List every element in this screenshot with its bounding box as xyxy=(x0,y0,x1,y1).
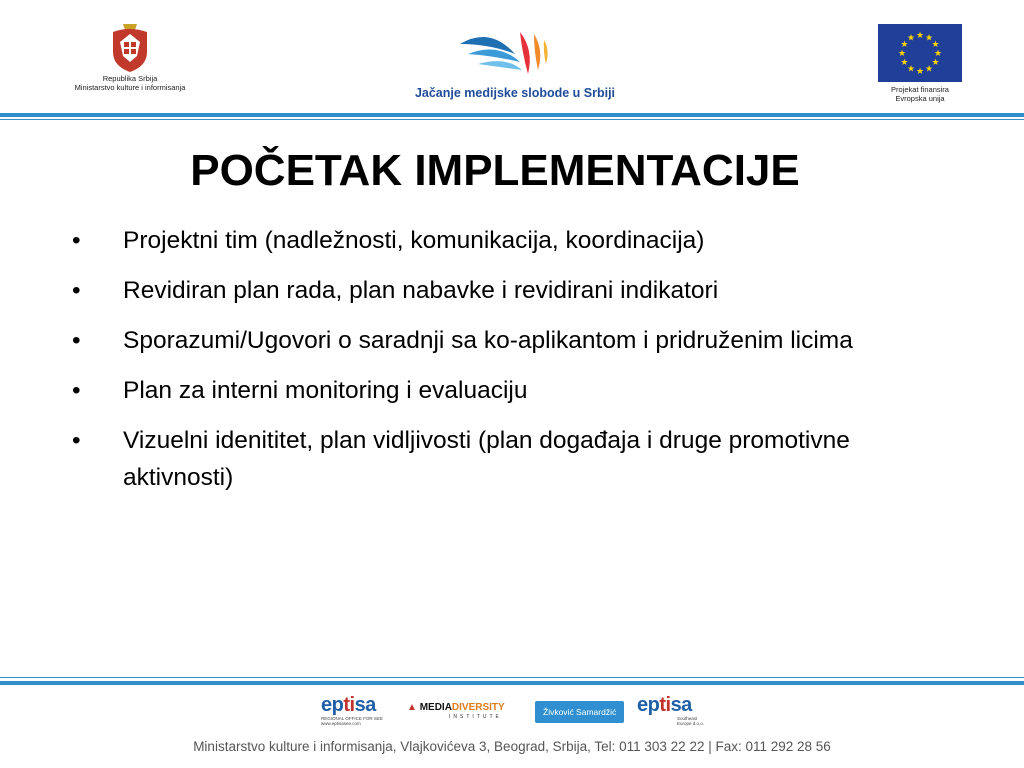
bullet-dot: • xyxy=(72,327,81,354)
eu-star-icon: ★ xyxy=(931,57,940,67)
bullet-text: Plan za interni monitoring i evaluaciju xyxy=(123,377,528,404)
bullet-item xyxy=(72,322,952,359)
eptisa-regional-sub1: REGIONAL OFFICE FOR SEE xyxy=(321,716,383,721)
project-name: Jačanje medijske slobode u Srbiji xyxy=(414,86,616,100)
footer-divider xyxy=(0,681,1024,685)
slide-title: POČETAK IMPLEMENTACIJE xyxy=(190,146,800,195)
header-divider-thin xyxy=(0,119,1024,120)
eptisa-regional-sub2: www.eptisasee.com xyxy=(321,721,361,726)
bullet-item xyxy=(72,272,952,309)
eu-star-icon: ★ xyxy=(900,39,909,49)
zivkovic-samardzic-logo: Živković Samardžić xyxy=(535,694,624,734)
serbia-coat-of-arms-logo xyxy=(60,22,200,92)
partner-logos xyxy=(315,694,755,734)
project-logo xyxy=(395,24,635,100)
waves-bird-icon xyxy=(450,24,580,84)
bullet-text: Projektni tim (nadležnosti, komunikacija, koordinacija) xyxy=(123,227,705,254)
bullet-text: Revidiran plan rada, plan nabavke i revidirani indikatori xyxy=(123,277,719,304)
eu-star-icon: ★ xyxy=(906,32,916,43)
left-logo-line1: Republika Srbija xyxy=(102,74,158,83)
left-logo-line2: Ministarstvo kulture i informisanja xyxy=(74,83,186,92)
eu-star-icon: ★ xyxy=(897,48,907,58)
eptisa-regional-logo: eptisa REGIONAL OFFICE FOR SEE www.eptisasee.com xyxy=(321,694,383,726)
eptisa-southeast-sub1: Southeast xyxy=(677,716,698,721)
header-divider xyxy=(0,113,1024,117)
bullet-dot: • xyxy=(72,277,81,304)
eu-star-icon: ★ xyxy=(931,39,940,49)
eu-star-icon: ★ xyxy=(915,30,925,40)
coat-of-arms-icon xyxy=(109,22,151,74)
eu-star-icon: ★ xyxy=(924,63,934,74)
footer-address: Ministarstvo kulture i informisanja, Vlajkovićeva 3, Beograd, Srbija, Tel: 011 303 22 22 | Fax: 011 292 28 56 xyxy=(193,739,831,754)
bullet-text: Vizuelni idenititet, plan vidljivosti (plan događaja i druge promotivne aktivnosti) xyxy=(123,427,850,491)
eptisa-southeast-sub2: Europe d.o.o. xyxy=(677,721,705,726)
right-logo-line2: Evropska unija xyxy=(895,94,945,103)
right-logo-line1: Projekat finansira xyxy=(891,85,949,94)
bullet-list xyxy=(72,222,952,509)
eu-star-icon: ★ xyxy=(924,32,934,43)
bullet-dot: • xyxy=(72,377,81,404)
eu-flag-icon xyxy=(878,24,962,82)
eu-star-icon: ★ xyxy=(900,57,909,67)
eu-star-icon: ★ xyxy=(906,63,916,74)
bullet-dot: • xyxy=(72,227,81,254)
bullet-item xyxy=(72,422,952,496)
bullet-item xyxy=(72,222,952,259)
bullet-dot: • xyxy=(72,427,81,454)
eu-star-icon: ★ xyxy=(933,48,943,58)
eptisa-southeast-logo: eptisa Southeast Europe d.o.o. xyxy=(637,694,705,726)
bullet-item xyxy=(72,372,952,409)
bullet-text: Sporazumi/Ugovori o saradnji sa ko-aplikantom i pridruženim licima xyxy=(123,327,853,354)
media-diversity-logo: ▲ MEDIADIVERSITY INSTITUTE xyxy=(407,702,505,720)
eu-star-icon: ★ xyxy=(915,66,925,76)
footer-divider-thin xyxy=(0,677,1024,678)
eu-logo xyxy=(868,24,972,103)
